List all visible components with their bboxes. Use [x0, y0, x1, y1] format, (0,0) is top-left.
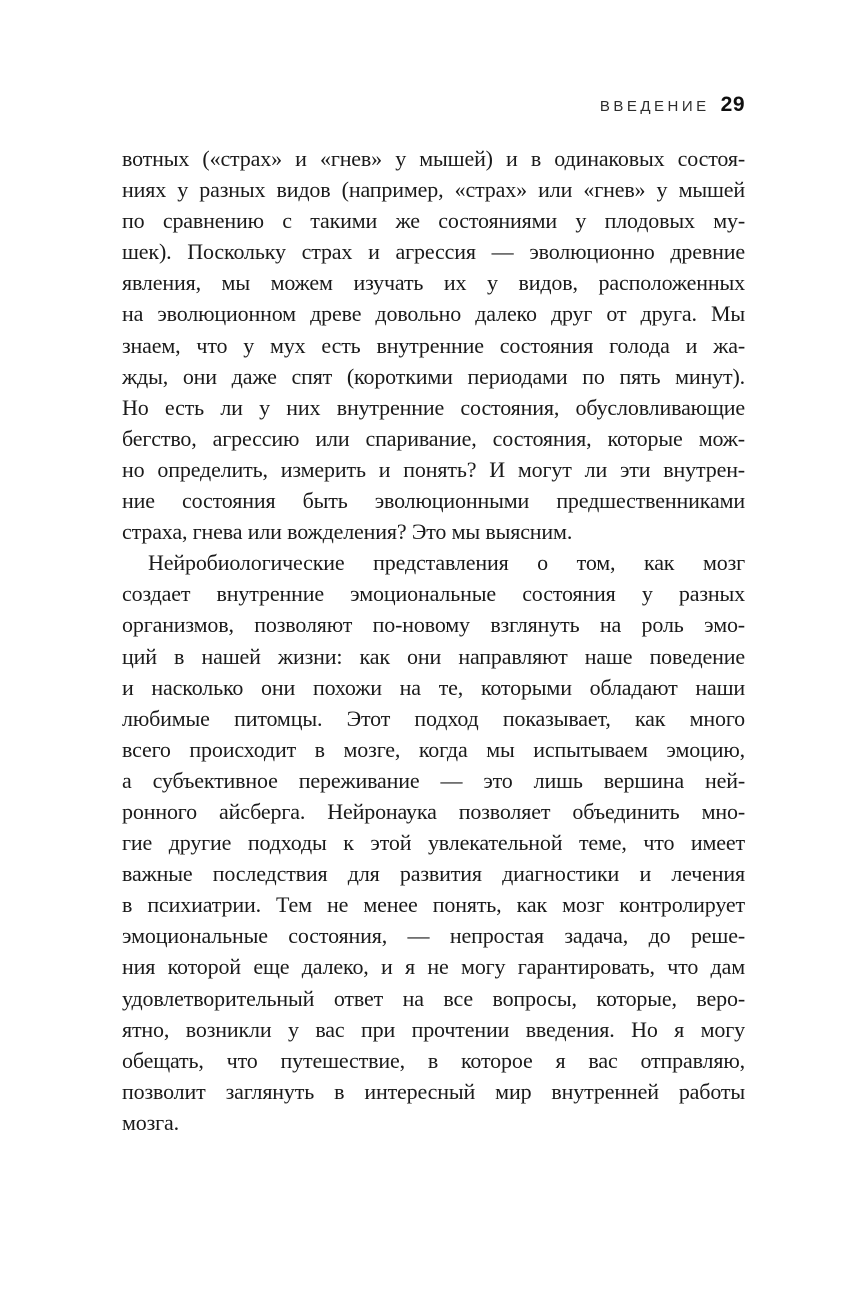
text-line: организмов, позволяют по-новому взглянуть на роль эмо- — [122, 612, 745, 638]
text-line: ронного айсберга. Нейронаука позволяет объединить мно- — [122, 798, 745, 824]
text-line: ние состояния быть эволюционными предшественниками — [122, 488, 745, 514]
text-line: удовлетворительный ответ на все вопросы, которые, веро- — [122, 985, 745, 1011]
page-number: 29 — [720, 93, 745, 116]
text-line: а субъективное переживание — это лишь вершина ней- — [122, 767, 745, 793]
text-line: ниях у разных видов (например, «страх» или «гнев» у мышей — [122, 177, 745, 203]
paragraph — [122, 547, 745, 1138]
text-line: эмоциональные состояния, — непростая задача, до реше- — [122, 923, 745, 949]
text-line: знаем, что у мух есть внутренние состояния голода и жа- — [122, 332, 745, 358]
text-line: бегство, агрессию или спаривание, состояния, которые мож- — [122, 425, 745, 451]
text-line: явления, мы можем изучать их у видов, расположенных — [122, 270, 745, 296]
text-line: по сравнению с такими же состояниями у плодовых му- — [122, 208, 745, 234]
text-line: ния которой еще далеко, и я не могу гарантировать, что дам — [122, 954, 745, 980]
text-line: на эволюционном древе довольно далеко друг от друга. Мы — [122, 301, 745, 327]
text-line: ций в нашей жизни: как они направляют наше поведение — [122, 643, 745, 669]
text-line: ятно, возникли у вас при прочтении введения. Но я могу — [122, 1016, 745, 1042]
text-line: в психиатрии. Тем не менее понять, как мозг контролирует — [122, 892, 745, 918]
text-line: но определить, измерить и понять? И могут ли эти внутрен- — [122, 456, 745, 482]
paragraph — [122, 143, 745, 547]
text-line: позволит заглянуть в интересный мир внутренней работы — [122, 1078, 745, 1104]
text-line: Но есть ли у них внутренние состояния, обусловливающие — [122, 394, 745, 420]
text-line: вотных («страх» и «гнев» у мышей) и в одинаковых состоя- — [122, 146, 745, 171]
text-line: жды, они даже спят (короткими периодами по пять минут). — [122, 363, 745, 389]
text-line: и насколько они похожи на те, которыми обладают наши — [122, 674, 745, 700]
text-line: создает внутренние эмоциональные состояния у разных — [122, 581, 745, 607]
text-line: гие другие подходы к этой увлекательной теме, что имеет — [122, 830, 745, 856]
text-line: страха, гнева или вожделения? Это мы выясним. — [122, 519, 573, 545]
text-line: обещать, что путешествие, в которое я вас отправляю, — [122, 1047, 745, 1073]
text-line: всего происходит в мозге, когда мы испытываем эмоцию, — [122, 736, 745, 762]
running-header-section: ВВЕДЕНИЕ — [599, 98, 710, 115]
text-line: любимые питомцы. Этот подход показывает, как много — [122, 705, 745, 731]
text-line: важные последствия для развития диагностики и лечения — [122, 861, 745, 887]
text-line: шек). Поскольку страх и агрессия — эволюционно древние — [122, 239, 745, 265]
running-header — [122, 93, 745, 117]
page-body-text — [122, 143, 745, 1138]
text-line: мозга. — [122, 1109, 180, 1135]
text-line: Нейробиологические представления о том, как мозг — [148, 550, 745, 576]
